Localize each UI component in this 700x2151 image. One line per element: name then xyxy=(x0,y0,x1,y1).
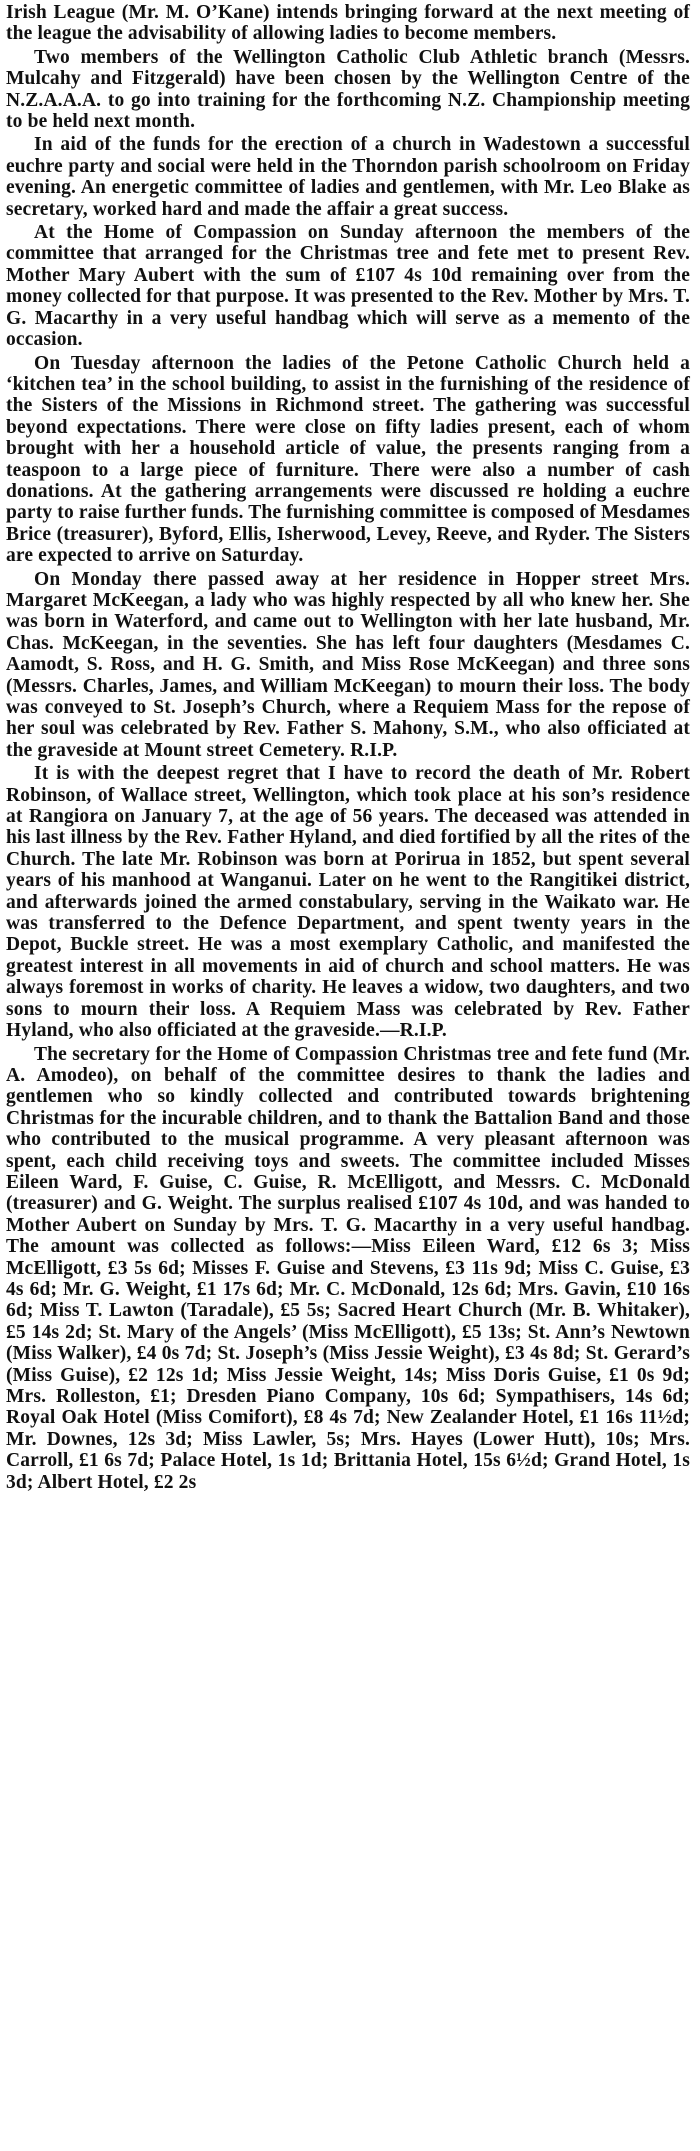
paragraph-christmas-fund: The secretary for the Home of Compassion Christmas tree and fete fund (Mr. A. Amodeo), on behalf of the committee desires to thank the ladies and gentlemen who so kindly collected and contributed towards brightening Christmas for the incurable children, and to thank the Battalion Band and those who contributed to the musical programme. A very pleasant afternoon was spent, each child receiving toys and sweets. The committee included Misses Eileen Ward, F. Guise, C. Guise, R. McElligott, and Messrs. C. McDonald (treasurer) and G. Weight. The surplus realised £107 4s 10d, and was handed to Mother Aubert on Sunday by Mrs. T. G. Macarthy in a very useful handbag. The amount was collected as follows:—Miss Eileen Ward, £12 6s 3; Miss McElligott, £3 5s 6d; Misses F. Guise and Stevens, £3 11s 9d; Miss C. Guise, £3 4s 6d; Mr. G. Weight, £1 17s 6d; Mr. C. McDonald, 12s 6d; Mrs. Gavin, £10 16s 6d; Miss T. Lawton (Taradale), £5 5s; Sacred Heart Church (Mr. B. Whitaker), £5 14s 2d; St. Mary of the Angels’ (Miss McElligott), £5 13s; St. Ann’s Newtown (Miss Walker), £4 0s 7d; St. Joseph’s (Miss Jessie Weight), £3 4s 8d; St. Gerard’s (Miss Guise), £2 12s 1d; Miss Jessie Weight, 14s; Miss Doris Guise, £1 0s 9d; Mrs. Rolleston, £1; Dresden Piano Company, 10s 6d; Sympathisers, 14s 6d; Royal Oak Hotel (Miss Comifort), £8 4s 7d; New Zealander Hotel, £1 16s 11½d; Mr. Downes, 12s 3d; Miss Lawler, 5s; Mrs. Hayes (Lower Hutt), 10s; Mrs. Carroll, £1 6s 7d; Palace Hotel, 1s 1d; Brittania Hotel, 15s 6½d; Grand Hotel, 1s 3d; Albert Hotel, £2 2s xyxy=(6,1043,690,1493)
paragraph-athletic-branch: Two members of the Wellington Catholic Club Athletic branch (Messrs. Mulcahy and Fitzgerald) have been chosen by the Wellington Centre of the N.Z.A.A.A. to go into training for the forthcoming N.Z. Championship meeting to be held next month. xyxy=(6,46,690,133)
paragraph-robinson-obituary: It is with the deepest regret that I have to record the death of Mr. Robert Robinson, of Wallace street, Wellington, which took place at his son’s residence at Rangiora on January 7, at the age of 56 years. The deceased was attended in his last illness by the Rev. Father Hyland, and died fortified by all the rites of the Church. The late Mr. Robinson was born at Porirua in 1852, but spent several years of his manhood at Wanganui. Later on he went to the Rangitikei district, and afterwards joined the armed constabulary, serving in the Waikato war. He was transferred to the Defence Department, and spent twenty years in the Depot, Buckle street. He was a most exemplary Catholic, and manifested the greatest interest in all movements in aid of church and school matters. He was always foremost in works of charity. He leaves a widow, two daughters, and two sons to mourn their loss. A Requiem Mass was celebrated by Rev. Father Hyland, who also officiated at the graveside.—R.I.P. xyxy=(6,763,690,1042)
paragraph-home-of-compassion: At the Home of Compassion on Sunday afternoon the members of the committee that arranged for the Christmas tree and fete met to present Rev. Mother Mary Aubert with the sum of £107 4s 10d remaining over from the money collected for that purpose. It was presented to the Rev. Mother by Mrs. T. G. Macarthy in a very useful handbag which will serve as a memento of the occasion. xyxy=(6,222,690,351)
paragraph-petone-kitchen-tea: On Tuesday afternoon the ladies of the Petone Catholic Church held a ‘kitchen tea’ in the school building, to assist in the furnishing of the residence of the Sisters of the Missions in Richmond street. The gathering was successful beyond expectations. There were close on fifty ladies present, each of whom brought with her a household article of value, the presents ranging from a teaspoon to a large piece of furniture. There were also a number of cash donations. At the gathering arrangements were discussed re holding a euchre party to raise further funds. The furnishing committee is composed of Mesdames Brice (treasurer), Byford, Ellis, Isherwood, Levey, Reeve, and Ryder. The Sisters are expected to arrive on Saturday. xyxy=(6,352,690,567)
paragraph-irish-league: Irish League (Mr. M. O’Kane) intends bringing forward at the next meeting of the league the advisability of allowing ladies to become members. xyxy=(6,2,690,45)
paragraph-wadestown-euchre: In aid of the funds for the erection of a church in Wadestown a successful euchre party and social were held in the Thorndon parish schoolroom on Friday evening. An energetic committee of ladies and gentlemen, with Mr. Leo Blake as secretary, worked hard and made the affair a great success. xyxy=(6,134,690,220)
paragraph-mckeegan-obituary: On Monday there passed away at her residence in Hopper street Mrs. Margaret McKeegan, a lady who was highly respected by all who knew her. She was born in Waterford, and came out to Wellington with her late husband, Mr. Chas. McKeegan, in the seventies. She has left four daughters (Mesdames C. Aamodt, S. Ross, and H. G. Smith, and Miss Rose McKeegan) and three sons (Messrs. Charles, James, and William McKeegan) to mourn their loss. The body was conveyed to St. Joseph’s Church, where a Requiem Mass for the repose of her soul was celebrated by Rev. Father S. Mahony, S.M., who also officiated at the graveside at Mount street Cemetery. R.I.P. xyxy=(6,568,690,761)
